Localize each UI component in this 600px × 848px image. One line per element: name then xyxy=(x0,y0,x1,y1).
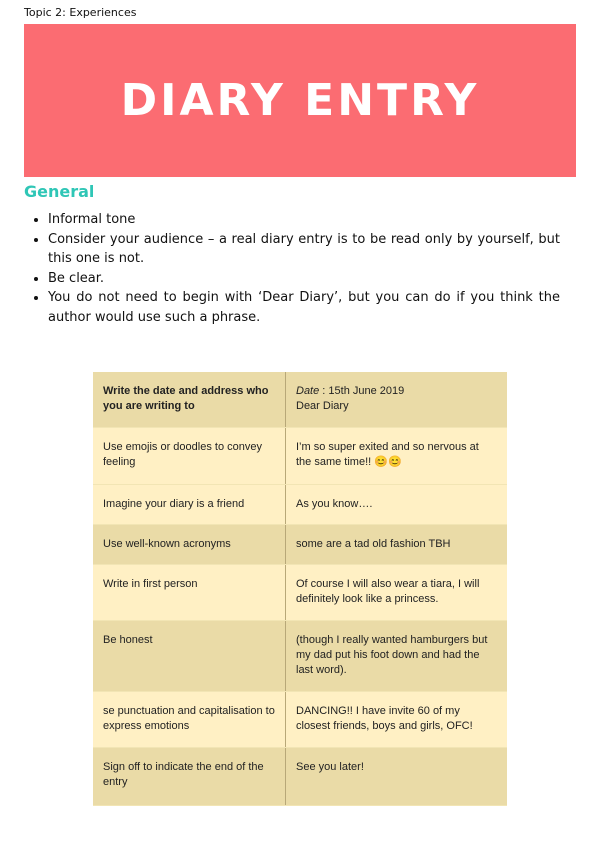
tip-cell: Use emojis or doodles to convey feeling xyxy=(93,428,286,485)
topic-label: Topic 2: Experiences xyxy=(24,6,137,19)
example-date-label: Date xyxy=(296,385,320,397)
bullet-item: • Consider your audience – a real diary entry is to be read only by yourself, but this one is not. xyxy=(48,230,560,269)
diary-guide-table xyxy=(93,372,507,806)
table-row xyxy=(93,485,507,525)
example-cell: See you later! xyxy=(286,748,508,806)
example-cell: I’m so super exited and so nervous at the same time!! 😊😊 xyxy=(286,428,508,485)
banner-title: DIARY ENTRY xyxy=(120,75,480,126)
general-bullet-list xyxy=(30,210,560,327)
table-row xyxy=(93,692,507,748)
table-row xyxy=(93,525,507,565)
example-date-value: : 15th June 2019 xyxy=(319,385,405,397)
example-cell: As you know…. xyxy=(286,485,508,525)
example-cell xyxy=(286,372,508,428)
bullet-item: • Informal tone xyxy=(48,210,560,230)
tip-cell: Be honest xyxy=(93,621,286,692)
bullet-item: • You do not need to begin with ‘Dear Diary’, but you can do if you think the author would use such a phrase. xyxy=(48,288,560,327)
tip-cell: Write the date and address who you are writing to xyxy=(93,372,286,428)
example-cell: (though I really wanted hamburgers but my dad put his foot down and had the last word). xyxy=(286,621,508,692)
tip-cell: Use well-known acronyms xyxy=(93,525,286,565)
title-banner xyxy=(24,24,576,177)
example-greeting: Dear Diary xyxy=(296,400,349,412)
section-heading-general: General xyxy=(24,182,95,201)
table-row xyxy=(93,428,507,485)
example-cell: some are a tad old fashion TBH xyxy=(286,525,508,565)
bullet-item: • Be clear. xyxy=(48,269,560,289)
example-cell: DANCING!! I have invite 60 of my closest friends, boys and girls, OFC! xyxy=(286,692,508,748)
tip-cell: Write in first person xyxy=(93,565,286,621)
example-cell: Of course I will also wear a tiara, I will definitely look like a princess. xyxy=(286,565,508,621)
table-row xyxy=(93,748,507,806)
tip-cell: Sign off to indicate the end of the entry xyxy=(93,748,286,806)
table-row xyxy=(93,372,507,428)
table-row xyxy=(93,565,507,621)
tip-cell: Imagine your diary is a friend xyxy=(93,485,286,525)
tip-cell: se punctuation and capitalisation to express emotions xyxy=(93,692,286,748)
table-row xyxy=(93,621,507,692)
